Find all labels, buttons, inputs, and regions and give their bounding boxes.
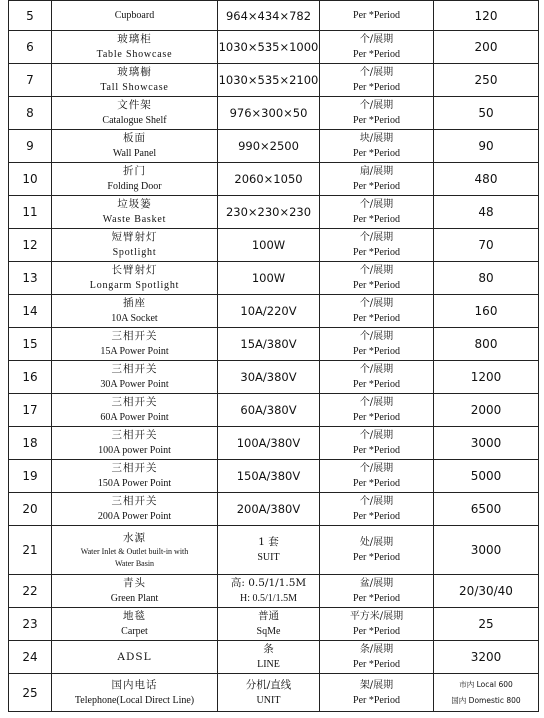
item-price: 70	[434, 229, 539, 262]
item-unit	[320, 427, 434, 460]
item-price: 3000	[434, 427, 539, 460]
item-name-en: 30A Power Point	[100, 379, 169, 390]
item-unit	[320, 641, 434, 674]
price-table-body	[9, 1, 539, 712]
item-unit-en: Per *Period	[353, 247, 400, 258]
item-size-en: SqMe	[256, 626, 281, 637]
item-number: 14	[9, 295, 52, 328]
item-unit	[320, 674, 434, 712]
item-size: 100A/380V	[218, 427, 320, 460]
item-size: 1030×535×1000	[218, 31, 320, 64]
item-name-en: 10A Socket	[111, 313, 158, 324]
item-unit-en: Per *Period	[353, 379, 400, 390]
item-size-en: SUIT	[257, 552, 280, 563]
item-price: 90	[434, 130, 539, 163]
item-name-en: Carpet	[121, 626, 148, 637]
item-unit-en: Per *Period	[353, 511, 400, 522]
item-name-cn: 三相开关	[111, 429, 158, 441]
item-unit-cn: 扇/展期	[359, 166, 394, 177]
item-size: 60A/380V	[218, 394, 320, 427]
item-size: 100W	[218, 262, 320, 295]
item-name	[52, 262, 218, 295]
item-unit-en: Per *Period	[353, 346, 400, 357]
item-unit-en: Per *Period	[353, 694, 400, 706]
item-unit-en: Per *Period	[353, 626, 400, 637]
item-name-cn: 三相开关	[111, 363, 158, 375]
item-number: 25	[9, 674, 52, 712]
item-name-en: Cupboard	[114, 10, 155, 21]
item-name	[52, 163, 218, 196]
item-number: 10	[9, 163, 52, 196]
item-size: 2060×1050	[218, 163, 320, 196]
table-row	[9, 575, 539, 608]
item-unit	[320, 526, 434, 575]
table-row	[9, 641, 539, 674]
item-name	[52, 97, 218, 130]
item-name-en: 100A power Point	[98, 445, 171, 456]
item-name-en: Wall Panel	[112, 148, 157, 159]
item-name-en: Water Basin	[114, 558, 155, 568]
item-size: 200A/380V	[218, 493, 320, 526]
item-name-cn: 地毯	[123, 610, 146, 622]
item-name-cn: 文件架	[117, 99, 152, 111]
item-unit	[320, 394, 434, 427]
item-number: 16	[9, 361, 52, 394]
item-size: 976×300×50	[218, 97, 320, 130]
item-name	[52, 361, 218, 394]
item-number: 19	[9, 460, 52, 493]
item-unit-en: Per *Period	[353, 181, 400, 192]
item-price: 1200	[434, 361, 539, 394]
item-number: 12	[9, 229, 52, 262]
item-name	[52, 641, 218, 674]
item-size-en: UNIT	[256, 694, 281, 706]
item-size	[218, 526, 320, 575]
item-name-cn: 青头	[123, 577, 146, 589]
item-size: 100W	[218, 229, 320, 262]
item-name	[52, 229, 218, 262]
item-unit-cn: 处/展期	[359, 537, 394, 548]
item-name-cn: 折门	[123, 165, 146, 177]
item-size: 1030×535×2100	[218, 64, 320, 97]
item-number: 17	[9, 394, 52, 427]
table-row	[9, 361, 539, 394]
item-price: 250	[434, 64, 539, 97]
item-unit-en: Per *Period	[353, 412, 400, 423]
item-unit-cn: 个/展期	[359, 331, 394, 342]
item-price: 3000	[434, 526, 539, 575]
table-row	[9, 64, 539, 97]
item-unit	[320, 608, 434, 641]
item-unit-cn: 个/展期	[359, 397, 394, 408]
item-price: 25	[434, 608, 539, 641]
item-name-cn: 玻璃橱	[117, 66, 152, 78]
item-unit	[320, 361, 434, 394]
item-number: 8	[9, 97, 52, 130]
table-row	[9, 674, 539, 712]
item-unit-cn: 架/展期	[359, 679, 394, 691]
table-row	[9, 97, 539, 130]
item-name	[52, 608, 218, 641]
item-size-cn: 普通	[258, 610, 279, 622]
item-unit	[320, 64, 434, 97]
item-name-en: Waste Basket	[102, 214, 167, 225]
item-size-cn: 条	[263, 643, 274, 655]
item-name-cn: 水源	[123, 531, 146, 544]
item-name-en: Water Inlet & Outlet built-in with	[80, 546, 189, 556]
item-size-cn: 分机/直线	[245, 678, 292, 691]
item-name-cn: 玻璃柜	[117, 33, 152, 45]
item-unit-cn: 个/展期	[359, 496, 394, 507]
item-size: 150A/380V	[218, 460, 320, 493]
item-number: 7	[9, 64, 52, 97]
item-name-en: 15A Power Point	[100, 346, 169, 357]
item-price: 480	[434, 163, 539, 196]
item-price: 3200	[434, 641, 539, 674]
item-unit-cn: 个/展期	[359, 100, 394, 111]
item-price: 6500	[434, 493, 539, 526]
item-name	[52, 31, 218, 64]
item-name	[52, 526, 218, 575]
item-size-en: H: 0.5/1/1.5M	[240, 593, 297, 604]
item-number: 23	[9, 608, 52, 641]
item-unit-cn: 个/展期	[359, 364, 394, 375]
item-price: 160	[434, 295, 539, 328]
item-name	[52, 427, 218, 460]
item-name-cn: ADSL	[117, 650, 152, 663]
price-table	[8, 0, 539, 712]
item-unit-cn: 个/展期	[359, 463, 394, 474]
table-row	[9, 295, 539, 328]
item-unit-en: Per *Period	[353, 115, 400, 126]
item-number: 15	[9, 328, 52, 361]
table-row	[9, 394, 539, 427]
item-size-cn: 1 套	[258, 536, 279, 548]
item-unit	[320, 295, 434, 328]
item-name-cn: 国内电话	[111, 678, 158, 691]
item-unit-en: Per *Period	[353, 659, 400, 670]
item-name-cn: 短臂射灯	[111, 231, 158, 243]
item-number: 9	[9, 130, 52, 163]
item-name	[52, 328, 218, 361]
item-name	[52, 493, 218, 526]
item-name-cn: 三相开关	[111, 396, 158, 408]
item-unit-en: Per *Period	[353, 82, 400, 93]
item-name	[52, 295, 218, 328]
item-name-en: Green Plant	[110, 593, 159, 604]
item-number: 22	[9, 575, 52, 608]
item-price: 200	[434, 31, 539, 64]
item-price: 800	[434, 328, 539, 361]
item-name-cn: 插座	[123, 297, 146, 309]
item-number: 11	[9, 196, 52, 229]
item-name	[52, 575, 218, 608]
item-number: 6	[9, 31, 52, 64]
item-name-en: Catalogue Shelf	[102, 115, 167, 126]
item-unit	[320, 31, 434, 64]
item-unit-cn: 个/展期	[359, 430, 394, 441]
item-size-cn: 高: 0.5/1/1.5M	[230, 577, 307, 589]
table-row	[9, 427, 539, 460]
item-price: 20/30/40	[434, 575, 539, 608]
item-number: 24	[9, 641, 52, 674]
item-unit	[320, 196, 434, 229]
item-size: 230×230×230	[218, 196, 320, 229]
item-name-cn: 垃圾篓	[117, 198, 152, 210]
table-row	[9, 163, 539, 196]
item-unit-cn: 个/展期	[359, 265, 394, 276]
item-unit-cn: 平方米/展期	[349, 611, 404, 622]
item-name	[52, 64, 218, 97]
item-unit	[320, 328, 434, 361]
item-unit	[320, 229, 434, 262]
item-name-en: Tall Showcase	[100, 82, 169, 93]
table-row	[9, 196, 539, 229]
item-unit	[320, 163, 434, 196]
item-price: 5000	[434, 460, 539, 493]
item-name-en: 200A Power Point	[97, 511, 172, 522]
table-row	[9, 526, 539, 575]
item-name-cn: 三相开关	[111, 330, 158, 342]
item-name-cn: 长臂射灯	[111, 264, 158, 276]
item-unit-en: Per *Period	[353, 10, 400, 21]
item-unit-cn: 盆/展期	[359, 578, 394, 589]
item-unit-en: Per *Period	[353, 478, 400, 489]
item-unit-cn: 块/展期	[359, 133, 394, 144]
table-row	[9, 262, 539, 295]
item-name	[52, 130, 218, 163]
item-number: 21	[9, 526, 52, 575]
item-number: 18	[9, 427, 52, 460]
item-unit-en: Per *Period	[353, 313, 400, 324]
item-unit-cn: 个/展期	[359, 232, 394, 243]
item-size: 15A/380V	[218, 328, 320, 361]
item-number: 13	[9, 262, 52, 295]
item-unit-cn: 个/展期	[359, 34, 394, 45]
item-name-cn: 三相开关	[111, 495, 158, 507]
item-unit	[320, 97, 434, 130]
item-name-en: 150A Power Point	[97, 478, 172, 489]
item-name	[52, 1, 218, 31]
table-row	[9, 460, 539, 493]
item-price: 120	[434, 1, 539, 31]
item-unit	[320, 130, 434, 163]
item-name	[52, 674, 218, 712]
item-price	[434, 674, 539, 712]
item-name-en: Folding Door	[107, 181, 162, 192]
item-unit-en: Per *Period	[353, 593, 400, 604]
item-price: 2000	[434, 394, 539, 427]
item-unit	[320, 460, 434, 493]
item-size: 964×434×782	[218, 1, 320, 31]
item-size: 30A/380V	[218, 361, 320, 394]
table-row	[9, 328, 539, 361]
item-unit-cn: 条/展期	[359, 644, 394, 655]
item-size	[218, 608, 320, 641]
item-size	[218, 641, 320, 674]
item-size: 990×2500	[218, 130, 320, 163]
table-row	[9, 229, 539, 262]
item-unit-cn: 个/展期	[359, 199, 394, 210]
item-unit-en: Per *Period	[353, 148, 400, 159]
item-number: 20	[9, 493, 52, 526]
item-name	[52, 460, 218, 493]
item-unit	[320, 262, 434, 295]
item-name-en: Longarm Spotlight	[89, 280, 180, 291]
item-unit	[320, 575, 434, 608]
item-unit	[320, 1, 434, 31]
item-name	[52, 196, 218, 229]
item-name-cn: 三相开关	[111, 462, 158, 474]
table-row	[9, 130, 539, 163]
item-price: 48	[434, 196, 539, 229]
item-unit-en: Per *Period	[353, 445, 400, 456]
item-unit-en: Per *Period	[353, 280, 400, 291]
table-row	[9, 31, 539, 64]
item-unit	[320, 493, 434, 526]
item-unit-en: Per *Period	[353, 552, 400, 563]
table-row	[9, 608, 539, 641]
table-row	[9, 493, 539, 526]
item-name-en: Spotlight	[112, 247, 157, 258]
item-unit-en: Per *Period	[353, 49, 400, 60]
item-unit-en: Per *Period	[353, 214, 400, 225]
item-name-cn: 板面	[123, 132, 146, 144]
item-size	[218, 575, 320, 608]
item-price-local: 市内 Local 600	[459, 679, 513, 689]
item-name-en: Telephone(Local Direct Line)	[74, 694, 195, 706]
item-name	[52, 394, 218, 427]
item-size	[218, 674, 320, 712]
item-price: 50	[434, 97, 539, 130]
item-number: 5	[9, 1, 52, 31]
item-name-en: 60A Power Point	[100, 412, 169, 423]
table-row	[9, 1, 539, 31]
item-unit-cn: 个/展期	[359, 298, 394, 309]
item-size-en: LINE	[257, 659, 280, 670]
item-price-domestic: 国内 Domestic 800	[451, 695, 521, 705]
item-unit-cn: 个/展期	[359, 67, 394, 78]
item-name-en: Table Showcase	[96, 49, 173, 60]
item-price: 80	[434, 262, 539, 295]
item-size: 10A/220V	[218, 295, 320, 328]
